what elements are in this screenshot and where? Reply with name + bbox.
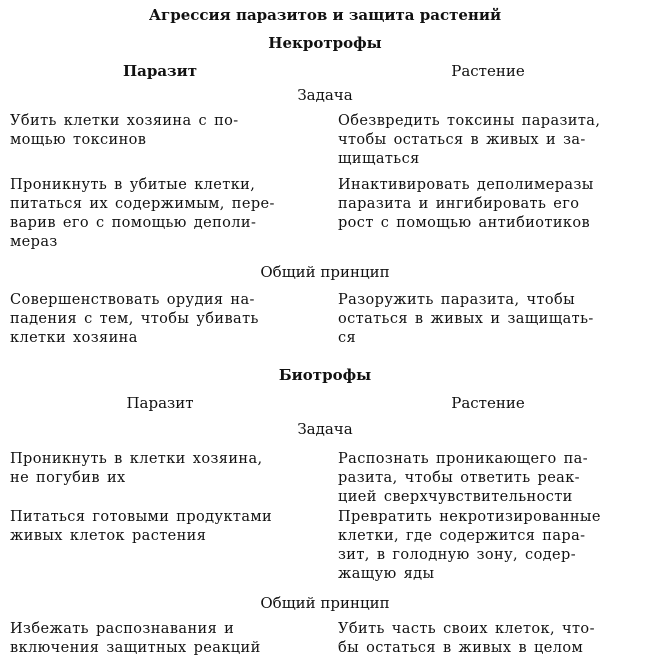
principle-parasite-cell: Совершенствовать орудия на- падения с тем, чтобы убивать клетки хозяина [10,292,259,346]
task-plant-cell: Распознать проникающего па- разита, чтобы ответить реак- цией сверхчувствительности [338,451,589,505]
table-title: Агрессия паразитов и защита растений [148,6,502,24]
column-header-plant: Растение [451,394,525,412]
subheading-task: Задача [297,420,353,438]
task-plant-cell: Инактивировать деполимеразы паразита и ингибировать его рост с помощью антибиотиков [338,177,594,231]
subheading-general-principle: Общий принцип [260,594,390,612]
principle-parasite-cell: Избежать распознавания и включения защитных реакций [10,621,261,656]
section-heading-necrotrophs: Некротрофы [268,34,382,52]
task-plant-cell: Превратить некротизированные клетки, где содержится пара- зит, в голодную зону, содер- жащую яды [338,509,601,582]
task-parasite-cell: Проникнуть в убитые клетки, питаться их содержимым, пере- варив его с помощью деполи- мераз [10,177,275,250]
subheading-general-principle: Общий принцип [260,263,390,281]
principle-plant-cell: Убить часть своих клеток, что- бы остаться в живых в целом [338,621,595,656]
column-header-parasite: Паразит [122,62,198,80]
task-parasite-cell: Проникнуть в клетки хозяина, не погубив их [10,451,263,486]
section-heading-biotrophs: Биотрофы [278,366,372,384]
principle-plant-cell: Разоружить паразита, чтобы остаться в живых и защищать- ся [338,292,594,346]
subheading-task: Задача [297,86,353,104]
column-header-plant: Растение [451,62,525,80]
column-header-parasite: Паразит [126,394,194,412]
task-parasite-cell: Убить клетки хозяина с по- мощью токсинов [10,113,239,148]
task-parasite-cell: Питаться готовыми продуктами живых клеток растения [10,509,273,544]
task-plant-cell: Обезвредить токсины паразита, чтобы остаться в живых и за- щищаться [338,113,601,167]
